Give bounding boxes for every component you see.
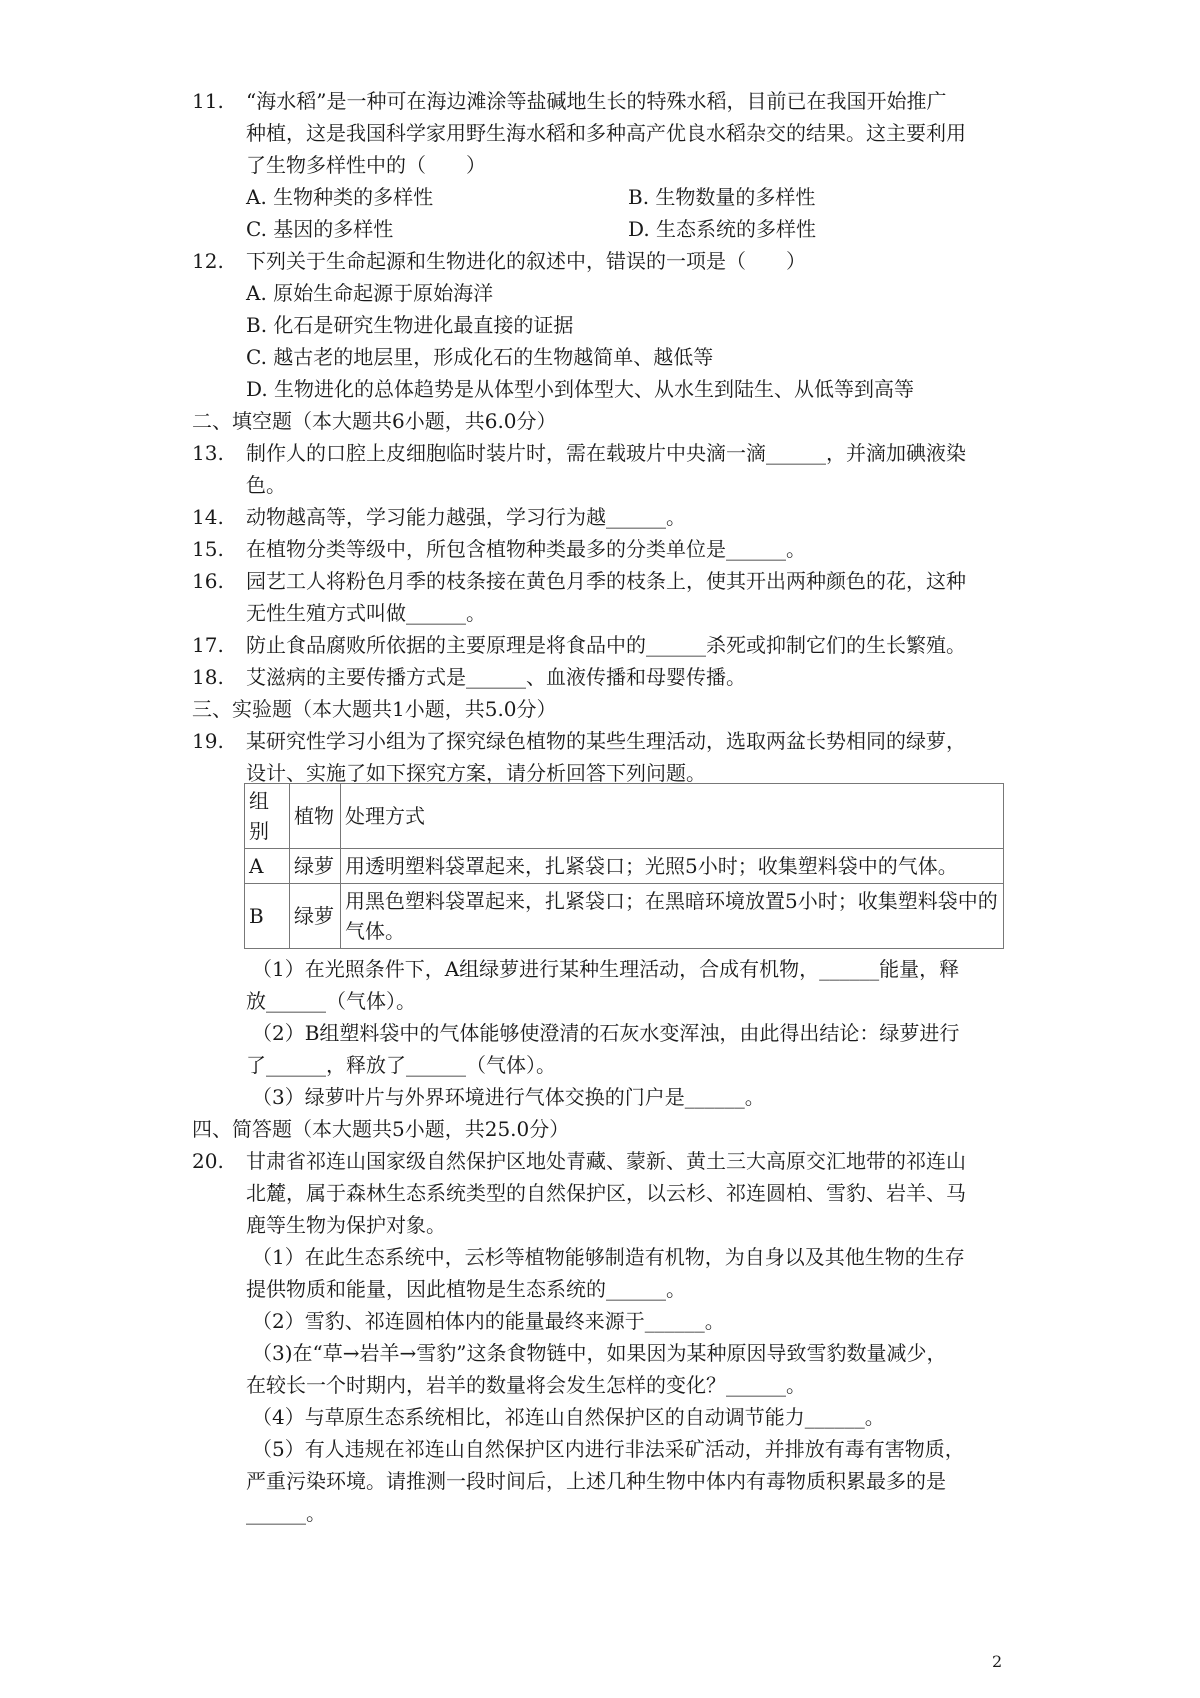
q11-option-b: B. 生物数量的多样性 — [628, 185, 816, 209]
q19-stem-1: 某研究性学习小组为了探究绿色植物的某些生理活动，选取两盆长势相同的绿萝， — [246, 729, 966, 753]
q14-stem: 动物越高等，学习能力越强，学习行为越______。 — [246, 505, 686, 529]
table-header-cell: 组别 — [245, 784, 290, 849]
q16-stem-2: 无性生殖方式叫做______。 — [246, 601, 486, 625]
table-cell: 绿萝 — [290, 849, 341, 884]
q20-sub-3a: （3)在“草→岩羊→雪豹”这条食物链中，如果因为某种原因导致雪豹数量减少， — [252, 1341, 947, 1365]
q18-number: 18. — [192, 665, 224, 689]
table-cell: A — [245, 849, 290, 884]
table-header-cell: 植物 — [290, 784, 341, 849]
table-header-row — [245, 784, 1004, 849]
q19-sub-2a: （2）B组塑料袋中的气体能够使澄清的石灰水变浑浊，由此得出结论：绿萝进行 — [252, 1021, 960, 1045]
q12-stem: 下列关于生命起源和生物进化的叙述中，错误的一项是（ ） — [246, 249, 806, 273]
q11-option-c: C. 基因的多样性 — [246, 217, 394, 241]
page-number: 2 — [992, 1652, 1003, 1671]
q11-option-a: A. 生物种类的多样性 — [246, 185, 434, 209]
table-header-cell: 处理方式 — [341, 784, 1004, 849]
table-cell: 用透明塑料袋罩起来，扎紧袋口；光照5小时；收集塑料袋中的气体。 — [341, 849, 1004, 884]
table-row — [245, 884, 1004, 949]
q12-option-b: B. 化石是研究生物进化最直接的证据 — [246, 313, 574, 337]
section-3-title: 三、实验题（本大题共1小题，共5.0分） — [192, 697, 557, 721]
q18-stem: 艾滋病的主要传播方式是______、血液传播和母婴传播。 — [246, 665, 746, 689]
q20-sub-5a: （5）有人违规在祁连山自然保护区内进行非法采矿活动，并排放有毒有害物质， — [252, 1437, 965, 1461]
table-cell: B — [245, 884, 290, 949]
q13-stem-2: 色。 — [246, 473, 286, 497]
q20-stem-2: 北麓，属于森林生态系统类型的自然保护区，以云杉、祁连圆柏、雪豹、岩羊、马 — [246, 1181, 966, 1205]
q20-sub-3b: 在较长一个时期内，岩羊的数量将会发生怎样的变化？______。 — [246, 1373, 806, 1397]
q20-sub-4: （4）与草原生态系统相比，祁连山自然保护区的自动调节能力______。 — [252, 1405, 885, 1429]
q16-stem-1: 园艺工人将粉色月季的枝条接在黄色月季的枝条上，使其开出两种颜色的花，这种 — [246, 569, 966, 593]
q17-stem: 防止食品腐败所依据的主要原理是将食品中的______杀死或抑制它们的生长繁殖。 — [246, 633, 966, 657]
q19-sub-3: （3）绿萝叶片与外界环境进行气体交换的门户是______。 — [252, 1085, 765, 1109]
q12-option-c: C. 越古老的地层里，形成化石的生物越简单、越低等 — [246, 345, 714, 369]
q15-stem: 在植物分类等级中，所包含植物种类最多的分类单位是______。 — [246, 537, 806, 561]
q13-number: 13. — [192, 441, 224, 465]
q20-sub-1b: 提供物质和能量，因此植物是生态系统的______。 — [246, 1277, 686, 1301]
q19-sub-2b: 了______，释放了______（气体）。 — [246, 1053, 556, 1077]
q13-stem-1: 制作人的口腔上皮细胞临时装片时，需在载玻片中央滴一滴______，并滴加碘液染 — [246, 441, 966, 465]
q12-number: 12. — [192, 249, 224, 273]
table-cell: 绿萝 — [290, 884, 341, 949]
q11-option-d: D. 生态系统的多样性 — [628, 217, 817, 241]
q16-number: 16. — [192, 569, 224, 593]
q20-sub-5c: ______。 — [246, 1501, 326, 1525]
table-row — [245, 849, 1004, 884]
table-cell: 用黑色塑料袋罩起来，扎紧袋口；在黑暗环境放置5小时；收集塑料袋中的气体。 — [341, 884, 1004, 949]
q19-sub-1b: 放______（气体）。 — [246, 989, 416, 1013]
q20-stem-1: 甘肃省祁连山国家级自然保护区地处青藏、蒙新、黄土三大高原交汇地带的祁连山 — [246, 1149, 966, 1173]
q19-sub-1a: （1）在光照条件下，A组绿萝进行某种生理活动，合成有机物，______能量，释 — [252, 957, 960, 981]
q20-sub-2: （2）雪豹、祁连圆柏体内的能量最终来源于______。 — [252, 1309, 725, 1333]
q17-number: 17. — [192, 633, 224, 657]
q19-stem-2: 设计、实施了如下探究方案，请分析回答下列问题。 — [246, 761, 706, 785]
q11-stem-1: “海水稻”是一种可在海边滩涂等盐碱地生长的特殊水稻，目前已在我国开始推广 — [246, 89, 947, 113]
q20-sub-5b: 严重污染环境。请推测一段时间后，上述几种生物中体内有毒物质积累最多的是 — [246, 1469, 946, 1493]
q20-stem-3: 鹿等生物为保护对象。 — [246, 1213, 446, 1237]
q14-number: 14. — [192, 505, 224, 529]
q20-number: 20. — [192, 1149, 224, 1173]
q15-number: 15. — [192, 537, 224, 561]
section-4-title: 四、简答题（本大题共5小题，共25.0分） — [192, 1117, 570, 1141]
experiment-table — [244, 783, 1004, 949]
q12-option-d: D. 生物进化的总体趋势是从体型小到体型大、从水生到陆生、从低等到高等 — [246, 377, 915, 401]
q12-option-a: A. 原始生命起源于原始海洋 — [246, 281, 494, 305]
section-2-title: 二、填空题（本大题共6小题，共6.0分） — [192, 409, 557, 433]
q11-number: 11. — [192, 89, 224, 113]
q20-sub-1a: （1）在此生态系统中，云杉等植物能够制造有机物，为自身以及其他生物的生存 — [252, 1245, 965, 1269]
q11-stem-2: 种植，这是我国科学家用野生海水稻和多种高产优良水稻杂交的结果。这主要利用 — [246, 121, 966, 145]
q11-stem-3: 了生物多样性中的（ ） — [246, 153, 486, 177]
q19-number: 19. — [192, 729, 224, 753]
